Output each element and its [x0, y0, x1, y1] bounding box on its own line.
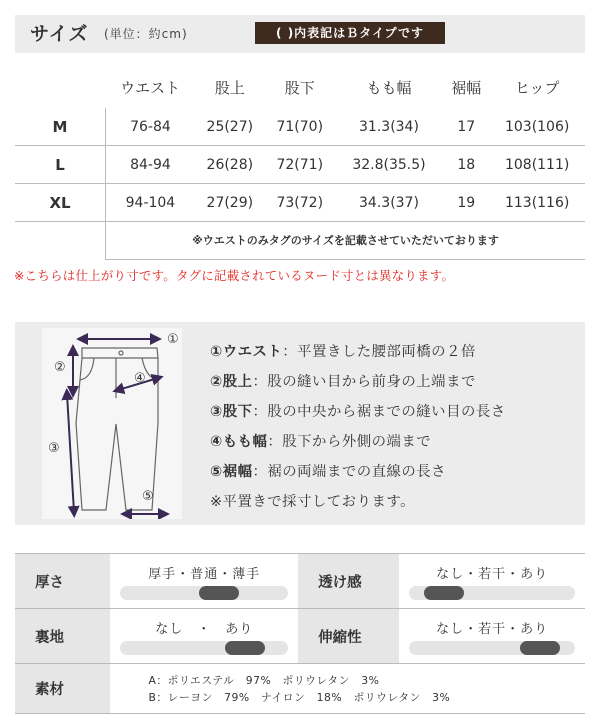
- col-inseam: 股下: [284, 78, 315, 97]
- stretch-value: [399, 609, 585, 664]
- col-hip: ヒップ: [514, 78, 560, 97]
- unit-label: (単位：約cm): [104, 27, 188, 41]
- table-row: [15, 184, 585, 222]
- cell: 17: [443, 108, 489, 146]
- spec-row: [15, 554, 585, 609]
- cell: 108(111): [489, 146, 585, 184]
- cell: 18: [443, 146, 489, 184]
- transparency-options: なし・若干・あり: [436, 566, 549, 582]
- cell: 73(72): [265, 184, 335, 222]
- cell: 113(116): [489, 184, 585, 222]
- waist-note: ※ウエストのみタグのサイズを記載させていただいております: [106, 222, 586, 260]
- type-b-badge: ( )内表記はＢタイプです: [255, 22, 445, 44]
- finished-size-warning: ※こちらは仕上がり寸です。タグに記載されているヌード寸とは異なります。: [14, 268, 455, 283]
- size-label: L: [15, 146, 106, 184]
- measurement-footnote: ※平置きで採寸しております。: [210, 494, 415, 510]
- thickness-options: 厚手・普通・薄手: [148, 566, 261, 582]
- note-row: [15, 222, 585, 260]
- measurement-definitions: [210, 337, 506, 517]
- col-thigh: もも幅: [366, 78, 412, 97]
- transparency-label: 透け感: [298, 554, 399, 609]
- material-line-a: A：ポリエステル 97% ポリウレタン 3%: [148, 673, 380, 687]
- cell: 27(29): [195, 184, 265, 222]
- thickness-value: [110, 554, 298, 609]
- cell: 71(70): [265, 108, 335, 146]
- size-table-header-row: [15, 66, 585, 108]
- stretch-options: なし・若干・あり: [436, 621, 549, 637]
- marker-5: ⑤: [142, 489, 154, 504]
- col-waist: ウエスト: [120, 78, 181, 97]
- cell: 26(28): [195, 146, 265, 184]
- cell: 72(71): [265, 146, 335, 184]
- marker-4: ④: [134, 371, 146, 386]
- thickness-label: 厚さ: [15, 554, 110, 609]
- table-row: [15, 146, 585, 184]
- lining-value: [110, 609, 298, 664]
- material-value: [110, 664, 585, 714]
- pants-diagram: [42, 328, 182, 519]
- lining-indicator: [225, 641, 265, 655]
- transparency-bar: [409, 586, 575, 600]
- thickness-bar: [120, 586, 288, 600]
- stretch-indicator: [520, 641, 560, 655]
- definition-item: ②股上：股の縫い目から前身の上端まで: [210, 374, 476, 390]
- spec-row: [15, 609, 585, 664]
- transparency-indicator: [424, 586, 464, 600]
- thickness-indicator: [199, 586, 239, 600]
- cell: 84-94: [106, 146, 195, 184]
- lining-options: なし ・ あり: [155, 621, 254, 637]
- fabric-spec-table: [15, 553, 585, 714]
- cell: 32.8(35.5): [335, 146, 443, 184]
- corner-cell: [15, 66, 106, 108]
- col-rise: 股上: [214, 78, 245, 97]
- marker-2: ②: [54, 360, 66, 375]
- marker-3: ③: [48, 441, 60, 456]
- definition-item: ①ウエスト：平置きした腰部両橋の２倍: [210, 344, 476, 360]
- cell: 94-104: [106, 184, 195, 222]
- transparency-value: [399, 554, 585, 609]
- inseam-arrow: [67, 394, 74, 512]
- blank-cell: [15, 222, 106, 260]
- spec-row: [15, 664, 585, 714]
- lining-label: 裏地: [15, 609, 110, 664]
- stretch-label: 伸縮性: [298, 609, 399, 664]
- size-title: サイズ: [30, 23, 89, 45]
- definition-item: ⑤裾幅：裾の両端までの直線の長さ: [210, 464, 447, 480]
- size-table: [15, 66, 585, 260]
- cell: 76-84: [106, 108, 195, 146]
- cell: 31.3(34): [335, 108, 443, 146]
- material-label: 素材: [15, 664, 110, 714]
- cell: 103(106): [489, 108, 585, 146]
- pants-outline-icon: [76, 348, 158, 510]
- marker-1: ①: [167, 332, 179, 347]
- size-label: XL: [15, 184, 106, 222]
- col-hem: 裾幅: [451, 78, 482, 97]
- definition-item: ③股下：股の中央から裾までの縫い目の長さ: [210, 404, 506, 420]
- cell: 19: [443, 184, 489, 222]
- definition-item: ④もも幅：股下から外側の端まで: [210, 434, 432, 450]
- material-line-b: B：レーヨン 79% ナイロン 18% ポリウレタン 3%: [148, 690, 451, 704]
- cell: 34.3(37): [335, 184, 443, 222]
- table-row: [15, 108, 585, 146]
- stretch-bar: [409, 641, 575, 655]
- cell: 25(27): [195, 108, 265, 146]
- size-label: M: [15, 108, 106, 146]
- lining-bar: [120, 641, 288, 655]
